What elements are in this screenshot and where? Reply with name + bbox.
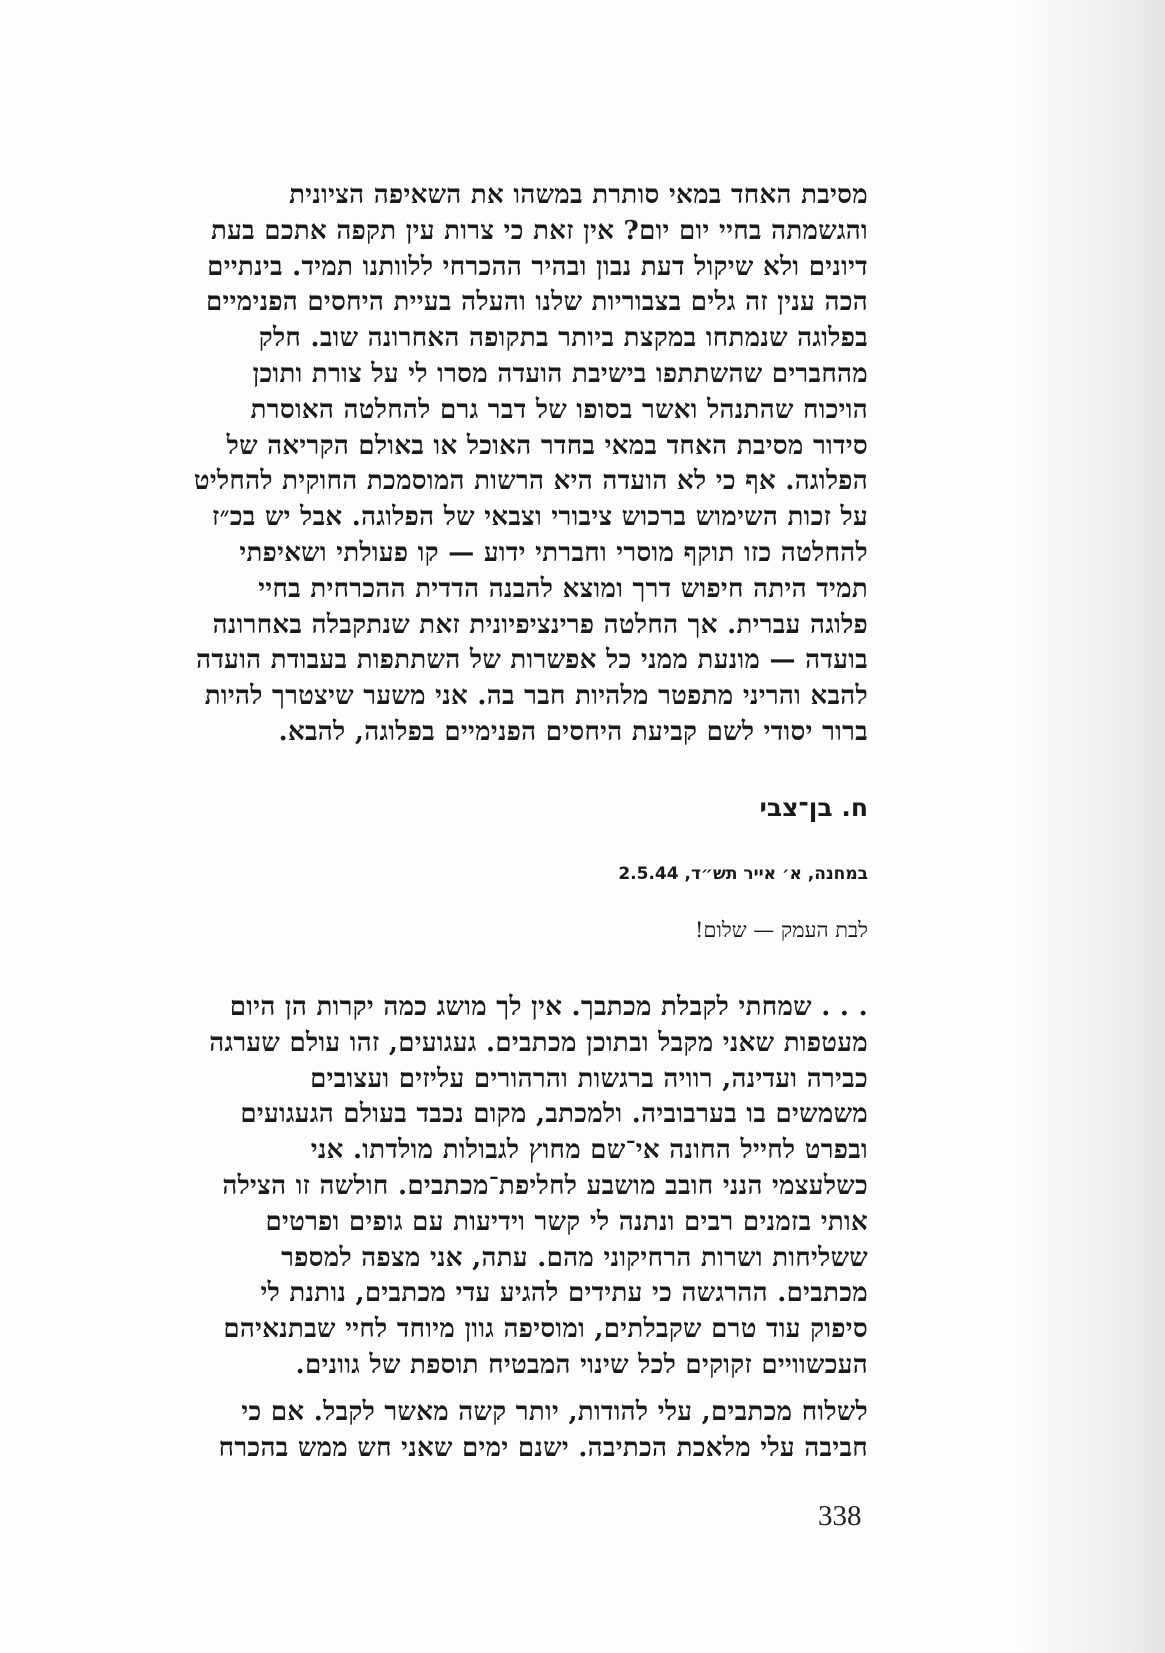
text-line: הכה ענין זה גלים בצבוריות שלנו והעלה בעיית היחסים הפנימיים xyxy=(205,287,868,318)
letter-signature: ח. בן־צבי xyxy=(759,793,868,822)
letter-greeting: לבת העמק — שלום! xyxy=(694,918,868,942)
text-line: על זכות השימוש ברכוש ציבורי וצבאי של הפלוגה. אבל יש בכ״ז xyxy=(212,502,868,533)
text-line: . . . שמחתי לקבלת מכתבך. אין לך מושג כמה יקרות הן היום xyxy=(229,992,868,1022)
paragraph-1 xyxy=(68,178,868,751)
text-line: ברור יסודי לשם קביעת היחסים הפנימיים בפלוגה, להבא. xyxy=(278,716,868,747)
text-line: משמשים בו בערבוביה. ולמכתב, מקום נכבד בעולם הגעגועים xyxy=(240,1099,868,1130)
text-line: חביבה עלי מלאכת הכתיבה. ישנם ימים שאני חש ממש בהכרח xyxy=(218,1432,868,1463)
text-line: העכשוויים זקוקים לכל שינוי המבטיח תוספת של גוונים. xyxy=(295,1349,868,1380)
page-number: 338 xyxy=(818,1500,862,1532)
text-line: תמיד היתה חיפוש דרך ומוצא להבנה הדדית ההכרחית בחיי xyxy=(258,573,868,604)
paragraph-3 xyxy=(68,1395,868,1467)
paragraph-2 xyxy=(68,990,868,1384)
text-line: מהחברים שהשתתפו בישיבת הועדה מסרו לי על צורת ותוכן xyxy=(252,358,868,389)
text-line: להחלטה כזו תוקף מוסרי וחברתי ידוע — קו פעולתי ושאיפתי xyxy=(239,537,868,568)
letter-dateline: במחנה, א׳ אייר תש״ד, 2.5.44 xyxy=(618,864,868,884)
text-line: מעטפות שאני מקבל ובתוכן מכתבים. געגועים, זהו עולם שערגה xyxy=(209,1027,868,1058)
text-line: הויכוח שהתנהל ואשר בסופו של דבר גרם להחלטה האוסרת xyxy=(250,394,868,425)
text-line: סיפוק עוד טרם שקבלתים, ומוסיפה גוון מיוחד לחיי שבתנאיהם xyxy=(223,1314,868,1345)
text-line: מכתבים. ההרגשה כי עתידים להגיע עדי מכתבים, נותנת לי xyxy=(260,1278,868,1309)
text-line: בועדה — מונעת ממני כל אפשרות של השתתפות בעבודת הועדה xyxy=(196,645,868,676)
text-line: בפלוגה שנמתחו במקצת ביותר בתקופה האחרונה שוב. חלק xyxy=(258,323,868,354)
text-line: והגשמתה בחיי יום יום? אין זאת כי צרות עין תקפה אתכם בעת xyxy=(210,215,868,246)
page-edge-shadow xyxy=(1015,0,1165,1653)
text-line: אותי בזמנים רבים ונתנה לי קשר וידיעות עם גופים ופרטים xyxy=(265,1206,868,1237)
text-line: סידור מסיבת האחד במאי בחדר האוכל או באולם הקריאה של xyxy=(226,430,868,461)
text-line: כשלעצמי הנני חובב מושבע לחליפת־מכתבים. חולשה זו הצילה xyxy=(222,1170,868,1201)
text-line: מסיבת האחד במאי סותרת במשהו את השאיפה הציונית xyxy=(289,180,868,210)
text-line: הפלוגה. אף כי לא הועדה היא הרשות המוסמכת החוקית להחליט xyxy=(193,466,868,497)
text-line: ששליחות ושרות הרחיקוני מהם. עתה, אני מצפה למספר xyxy=(281,1242,868,1273)
text-line: כבירה ועדינה, רוויה ברגשות והרהורים עליזים ועצובים xyxy=(310,1063,868,1094)
text-line: ובפרט לחייל החונה אי־שם מחוץ לגבולות מולדתו. אני xyxy=(310,1135,868,1166)
text-line: דיונים ולא שיקול דעת נבון ובהיר ההכרחי ללוותנו תמיד. בינתיים xyxy=(207,251,868,282)
text-line: לשלוח מכתבים, עלי להודות, יותר קשה מאשר לקבל. אם כי xyxy=(241,1397,868,1427)
text-line: להבא והריני מתפטר מלהיות חבר בה. אני משער שיצטרך להיות xyxy=(204,681,868,712)
text-line: פלוגה עברית. אך החלטה פרינציפיונית זאת שנתקבלה באחרונה xyxy=(212,609,868,640)
